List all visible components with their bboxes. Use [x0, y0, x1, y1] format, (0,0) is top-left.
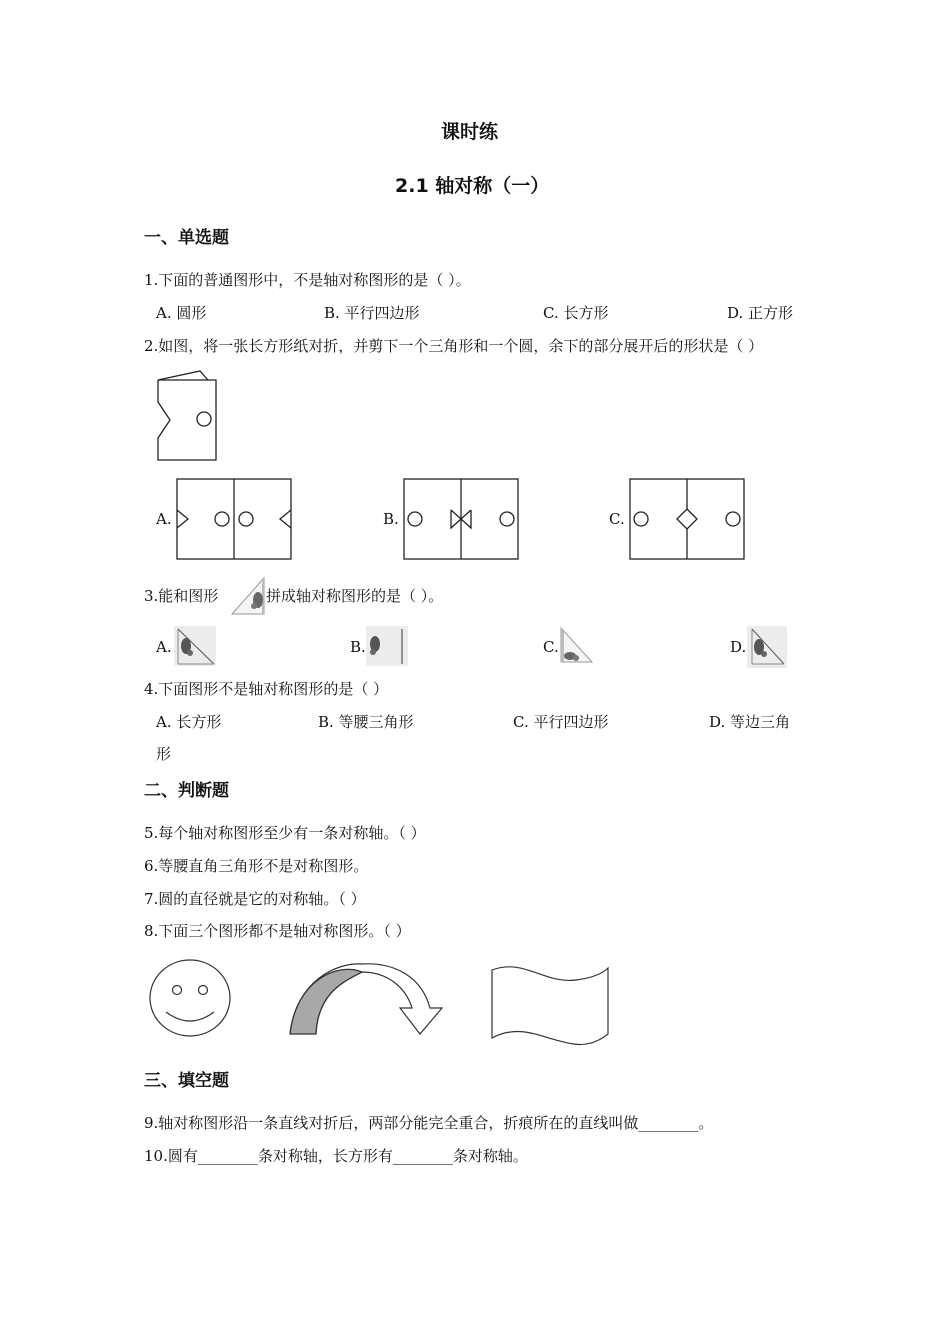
- q2-option-b-label: B.: [383, 510, 399, 528]
- question-3-text-after: 拼成轴对称图形的是（ ）。: [266, 587, 444, 605]
- q3-option-b-figure: [366, 626, 408, 666]
- q4-option-c: C. 平行四边形: [513, 713, 609, 731]
- page-title: 课时练: [441, 121, 499, 143]
- smiley-face-figure: [148, 958, 234, 1038]
- q4-option-d-wrap: 形: [156, 745, 172, 763]
- section-heading-single-choice: 一、单选题: [144, 228, 229, 248]
- q2-option-c-label: C.: [609, 510, 625, 528]
- question-4: 4.下面图形不是轴对称图形的是（ ）: [144, 680, 389, 698]
- q4-option-d: D. 等边三角: [709, 713, 791, 731]
- question-5: 5.每个轴对称图形至少有一条对称轴。（ ）: [144, 824, 426, 842]
- q3-option-d-label: D.: [730, 638, 747, 656]
- page-subtitle: 2.1 轴对称（一）: [395, 175, 550, 197]
- question-2: 2.如图，将一张长方形纸对折，并剪下一个三角形和一个圆，余下的部分展开后的形状是（ ）: [144, 337, 764, 355]
- q1-option-a: A. 圆形: [156, 304, 207, 322]
- q2-option-a-figure: [176, 478, 292, 560]
- q4-option-a: A. 长方形: [156, 713, 222, 731]
- q3-option-b-label: B.: [350, 638, 366, 656]
- question-10: 10.圆有________条对称轴，长方形有________条对称轴。: [144, 1147, 528, 1165]
- q3-option-a-figure: [174, 626, 216, 666]
- question-6: 6.等腰直角三角形不是对称图形。: [144, 857, 369, 875]
- q2-option-a-label: A.: [156, 510, 172, 528]
- q3-option-d-figure: [747, 626, 787, 668]
- q3-reference-triangle: [230, 576, 266, 616]
- q1-option-b: B. 平行四边形: [324, 304, 420, 322]
- q2-option-b-figure: [403, 478, 519, 560]
- q3-option-a-label: A.: [156, 638, 172, 656]
- wavy-flag-figure: [488, 962, 612, 1048]
- question-8: 8.下面三个图形都不是轴对称图形。（ ）: [144, 922, 411, 940]
- q2-option-c-figure: [629, 478, 745, 560]
- q3-option-c-label: C.: [543, 638, 559, 656]
- q1-option-c: C. 长方形: [543, 304, 609, 322]
- q4-option-b: B. 等腰三角形: [318, 713, 414, 731]
- q1-option-d: D. 正方形: [727, 304, 794, 322]
- folded-paper-figure: [150, 368, 225, 468]
- q3-option-c-figure: [558, 626, 594, 664]
- section-heading-fill-in: 三、填空题: [144, 1071, 229, 1091]
- curved-arrow-figure: [288, 960, 444, 1036]
- question-1: 1.下面的普通图形中，不是轴对称图形的是（ ）。: [144, 271, 471, 289]
- question-3-text-before: 3.能和图形: [144, 587, 219, 605]
- question-7: 7.圆的直径就是它的对称轴。（ ）: [144, 890, 366, 908]
- question-9: 9.轴对称图形沿一条直线对折后，两部分能完全重合，折痕所在的直线叫做________。: [144, 1114, 714, 1132]
- section-heading-true-false: 二、判断题: [144, 781, 229, 801]
